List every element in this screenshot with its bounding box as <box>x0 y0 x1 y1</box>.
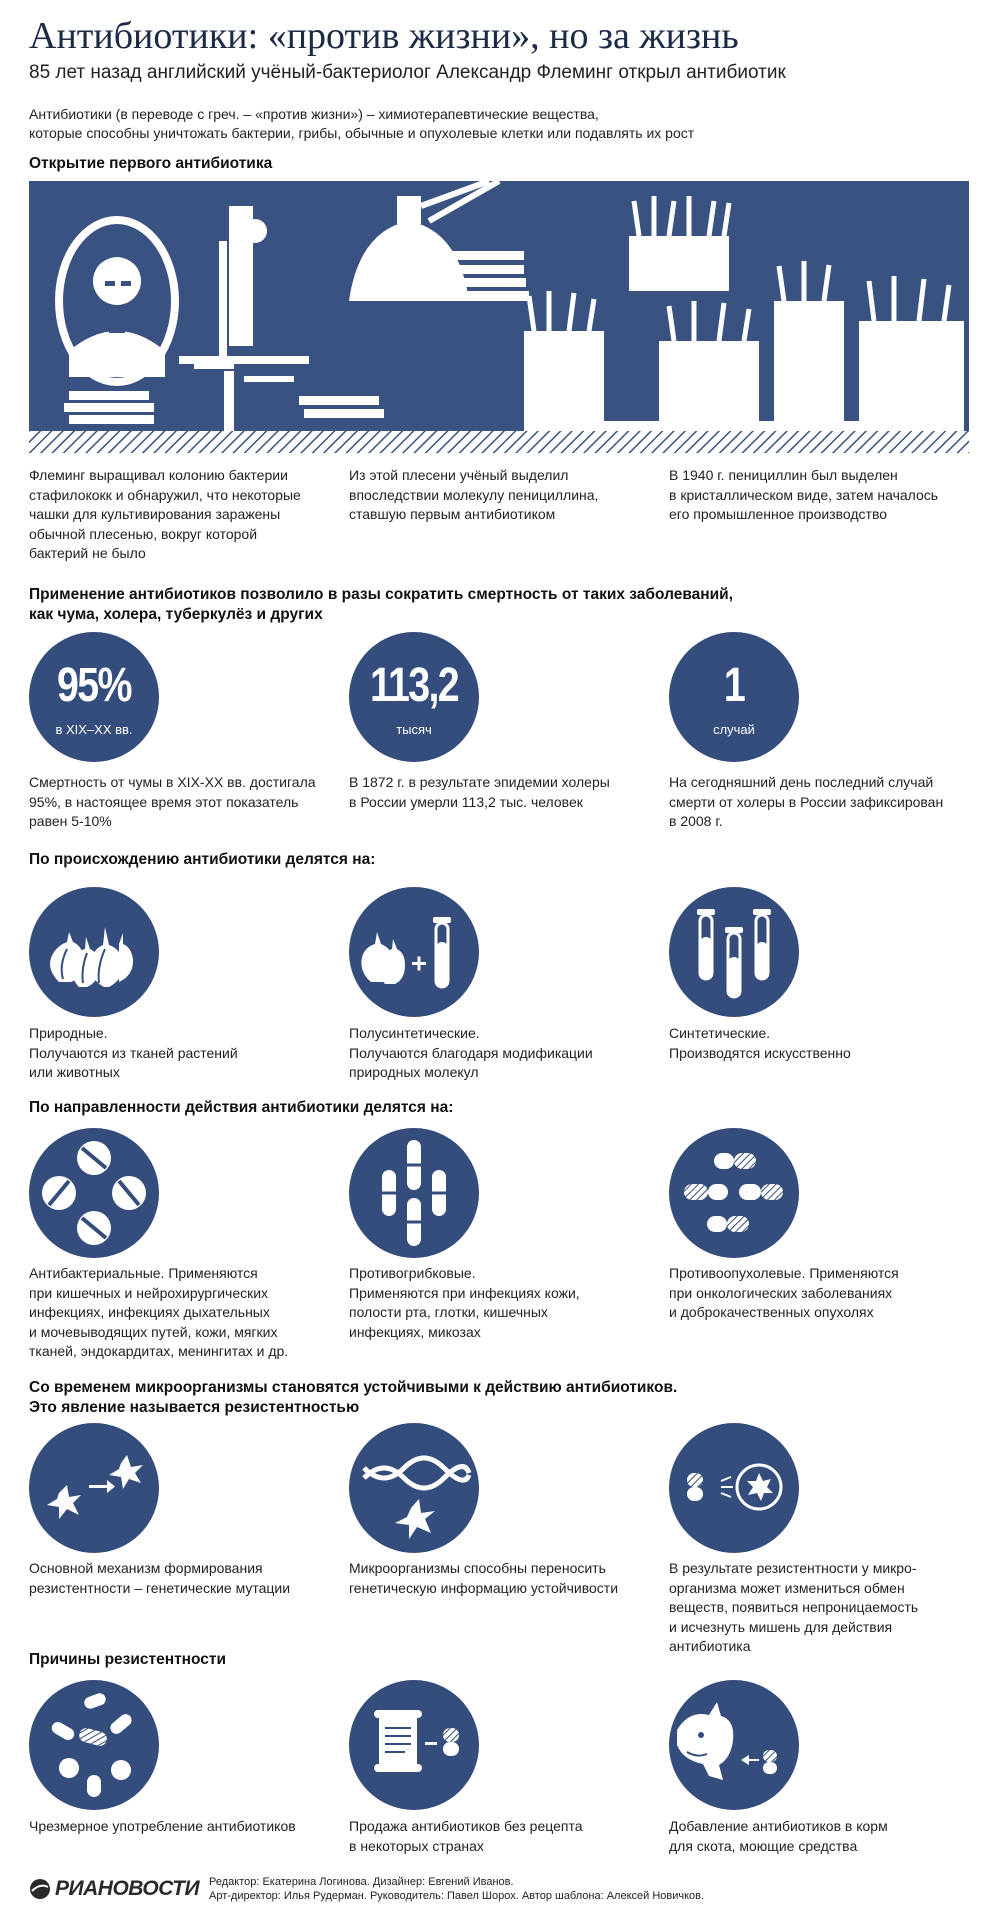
resistance-blocked-text: В результате резистентности у микро- организма может измениться обмен веществ, появиться непроницаемость и исчезнуть мишень для действия антибиотика <box>669 1560 919 1654</box>
stat-unit: в XIX–XX вв. <box>55 722 133 737</box>
stat-text-cholera-1872: В 1872 г. в результате эпидемии холеры в России умерли 113,2 тыс. человек <box>349 774 610 810</box>
garlic-plus-tube-icon <box>349 887 479 1017</box>
causes-heading: Причины резистентности <box>29 1651 227 1668</box>
causes-no-prescription-circle <box>349 1680 479 1810</box>
action-antifungal-text: Противогрибковые. Применяются при инфекциях кожи, полости рта, глотки, кишечных инфекциях, микозах <box>349 1265 580 1340</box>
action-antifungal-circle <box>349 1128 479 1258</box>
resistance-blocked-circle <box>669 1423 799 1553</box>
causes-overuse-circle <box>29 1680 159 1810</box>
causes-livestock-text: Добавление антибиотиков в корм для скота, моющие средства <box>669 1818 888 1854</box>
causes-livestock-circle <box>669 1680 799 1810</box>
stat-value: 113,2 <box>369 659 459 712</box>
test-tubes-icon <box>669 887 799 1017</box>
action-antibacterial-circle <box>29 1128 159 1258</box>
stat-value: 1 <box>723 659 745 712</box>
dna-transfer-icon <box>349 1423 479 1553</box>
origin-heading: По происхождению антибиотики делятся на: <box>29 851 376 868</box>
action-heading: По направленности действия антибиотики делятся на: <box>29 1099 454 1116</box>
stat-unit: случай <box>713 722 755 737</box>
resistance-transfer-text: Микроорганизмы способны переносить генетическую информацию устойчивости <box>349 1560 619 1596</box>
stat-text-plague: Смертность от чумы в XIX-XX вв. достигала 95%, в настоящее время этот показатель равен 5-10% <box>29 774 316 829</box>
credits-text: Редактор: Екатерина Логинова. Дизайнер: Евгений Иванов. Арт-директор: Илья Рудерман. Руководитель: Павел Шорох. Автор шаблона: Алексей Новичков. <box>209 1876 705 1902</box>
ria-globe-icon <box>29 1878 51 1900</box>
lab-illustration-icon <box>29 181 969 453</box>
origin-semisynthetic-text: Полусинтетические. Получаются благодаря модификации природных молекул <box>349 1025 593 1080</box>
origin-synthetic-text: Синтетические. Производятся искусственно <box>669 1025 851 1061</box>
action-antitumor-text: Противоопухолевые. Применяются при онкологических заболеваниях и доброкачественных опухолях <box>669 1265 899 1320</box>
logo-text: РИАНОВОСТИ <box>55 1877 200 1900</box>
blocked-pill-icon <box>669 1423 799 1553</box>
origin-natural-text: Природные. Получаются из тканей растений или животных <box>29 1025 238 1080</box>
discovery-illustration <box>29 181 969 453</box>
stat-text-cholera-case: На сегодняшний день последний случай смерти от холеры в России зафиксирован в 2008 г. <box>669 774 944 829</box>
origin-semisynthetic-circle <box>349 887 479 1017</box>
cow-icon <box>669 1680 799 1810</box>
garlic-icon <box>29 887 159 1017</box>
page-subtitle: 85 лет назад английский учёный-бактериолог Александр Флеминг открыл антибиотик <box>29 62 786 83</box>
action-antitumor-circle <box>669 1128 799 1258</box>
stat-value: 95% <box>57 659 131 712</box>
intro-text: Антибиотики (в переводе с греч. – «против жизни») – химиотерапевтические вещества, которые способны уничтожать бактерии, грибы, обычные и опухолевые клетки или подавлять их рост <box>29 106 695 141</box>
causes-overuse-text: Чрезмерное употребление антибиотиков <box>29 1818 296 1834</box>
stat-circle-plague <box>29 632 159 762</box>
causes-no-prescription-text: Продажа антибиотиков без рецепта в некоторых странах <box>349 1818 583 1854</box>
resistance-mutation-text: Основной механизм формирования резистентности – генетические мутации <box>29 1560 291 1596</box>
resistance-mutation-circle <box>29 1423 159 1553</box>
stat-circle-cholera-1872 <box>349 632 479 762</box>
origin-synthetic-circle <box>669 887 799 1017</box>
page-title: Антибиотики: «против жизни», но за жизнь <box>29 15 739 57</box>
mortality-heading: Применение антибиотиков позволило в разы сократить смертность от таких заболеваний, как чума, холера, туберкулёз и других <box>29 586 734 623</box>
discovery-heading: Открытие первого антибиотика <box>29 155 273 172</box>
action-antibacterial-text: Антибактериальные. Применяются при кишечных и нейрохирургических инфекциях, инфекциях дыхательных и мочевыводящих путей, кожи, мягких тканей, эндокардитах, менингитах и др. <box>29 1265 289 1359</box>
capsules-striped-icon <box>669 1128 799 1258</box>
resistance-heading: Со временем микроорганизмы становятся устойчивыми к действию антибиотиков. Это явление называется резистентностью <box>29 1379 678 1416</box>
stat-unit: тысяч <box>396 722 432 737</box>
resistance-transfer-circle <box>349 1423 479 1553</box>
discovery-caption-1: Флеминг выращивал колонию бактерии стафилококк и обнаружил, что некоторые чашки для культивирования заражены обычной плесенью, вокруг которой бактерий не было <box>29 467 301 561</box>
capsules-vertical-icon <box>349 1128 479 1258</box>
origin-natural-circle <box>29 887 159 1017</box>
many-pills-icon <box>29 1680 159 1810</box>
stat-circle-cholera-case <box>669 632 799 762</box>
prescription-icon <box>349 1680 479 1810</box>
round-pills-icon <box>29 1128 159 1258</box>
ria-logo <box>29 1873 199 1905</box>
discovery-caption-2: Из этой плесени учёный выделил впоследствии молекулу пенициллина, ставшую первым антибиотиком <box>349 467 599 522</box>
mutation-icon <box>29 1423 159 1553</box>
discovery-caption-3: В 1940 г. пенициллин был выделен в кристаллическом виде, затем началось его промышленное производство <box>669 467 939 522</box>
